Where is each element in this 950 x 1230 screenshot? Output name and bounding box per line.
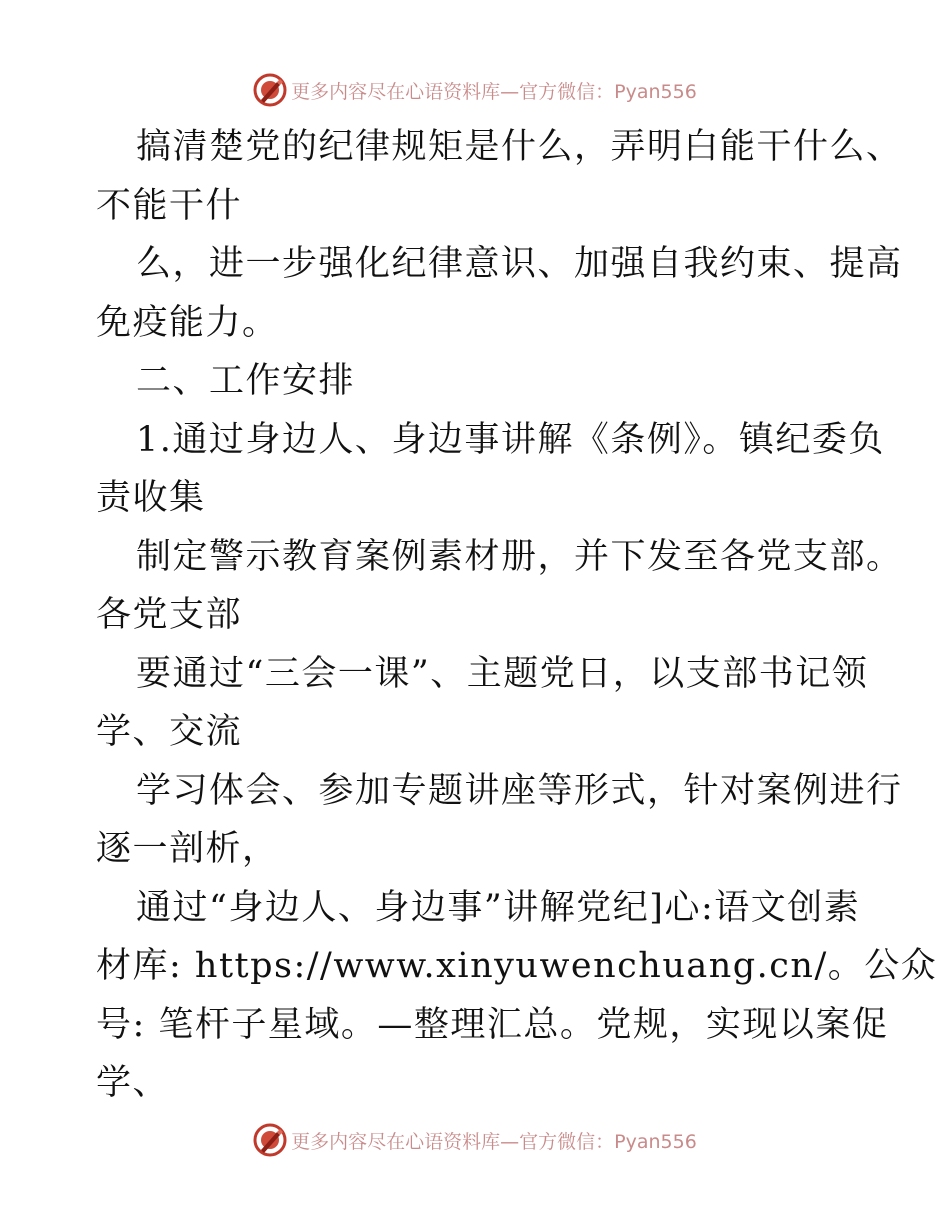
body-line: 逐一剖析， [96, 829, 279, 869]
body-line: 制定警示教育案例素材册，并下发至各党支部。 [136, 536, 903, 577]
body-line: 么，进一步强化纪律意识、加强自我约束、提高 [136, 244, 903, 284]
body-line: 免疫能力。 [96, 302, 279, 343]
pen-logo-icon [253, 73, 287, 107]
body-line: 学、 [96, 1063, 170, 1103]
body-line: 号: 笔杆子星域。—整理汇总。党规，实现以案促 [96, 1004, 889, 1045]
body-line: 搞清楚党的纪律规矩是什么，弄明白能干什么、 [136, 127, 903, 167]
section-heading: 二、工作安排 [136, 361, 356, 401]
body-line: 各党支部 [96, 595, 243, 635]
body-line: 学、交流 [96, 712, 243, 752]
body-line: 通过“身边人、身边事”讲解党纪]心:语文创素 [136, 887, 861, 928]
watermark-text: 更多内容尽在心语资料库—官方微信：Pyan556 [291, 80, 697, 103]
body-line: 1.通过身边人、身边事讲解《条例》。镇纪委负 [136, 419, 885, 460]
watermark-text: 更多内容尽在心语资料库—官方微信：Pyan556 [291, 1130, 697, 1153]
pen-logo-icon [253, 1123, 287, 1157]
body-line: 不能干什 [96, 185, 243, 226]
body-line: 材库: https://www.xinyuwenchuang.cn/。公众 [96, 946, 938, 986]
document-body [96, 118, 938, 1113]
body-line: 学习体会、参加专题讲座等形式，针对案例进行 [136, 770, 903, 811]
body-line: 责收集 [96, 478, 206, 518]
header-watermark-banner [0, 70, 950, 110]
body-line: 要通过“三会一课”、主题党日，以支部书记领 [136, 653, 869, 694]
footer-watermark-banner [0, 1120, 950, 1160]
